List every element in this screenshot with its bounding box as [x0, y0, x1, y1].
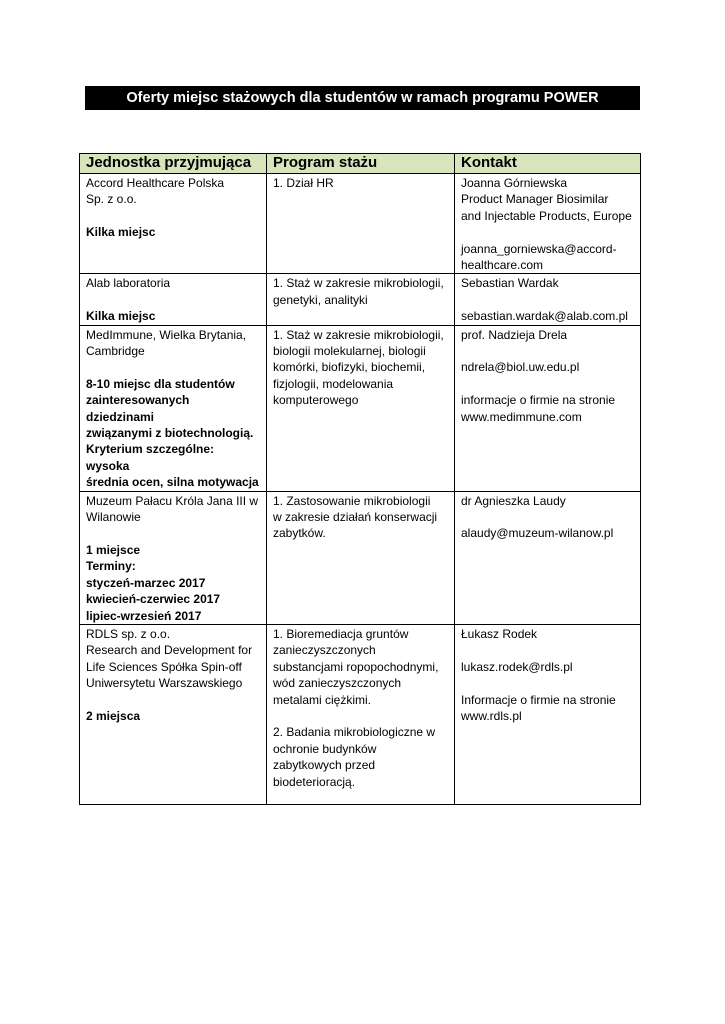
- table-row: [80, 274, 641, 325]
- cell-contact: [455, 624, 641, 804]
- program-line: 2. Badania mikrobiologiczne w: [273, 725, 436, 740]
- contact-line: Product Manager Biosimilar: [461, 192, 609, 207]
- header-internship-program: Program stażu: [267, 154, 455, 174]
- places-info-line: Terminy:: [86, 559, 136, 574]
- page-title: Oferty miejsc stażowych dla studentów w ramach programu POWER: [85, 86, 640, 110]
- program-line: biodeterioracją.: [273, 774, 356, 789]
- contact-line: Joanna Górniewska: [461, 176, 568, 190]
- contact-line: Łukasz Rodek: [461, 626, 538, 641]
- program-line: zanieczyszczonych: [273, 643, 376, 658]
- program-line: w zakresie działań konserwacji: [273, 510, 438, 525]
- table-row: [80, 624, 641, 804]
- program-line: zabytkowych przed: [273, 758, 376, 773]
- unit-name-line: [86, 692, 260, 708]
- program-line: [273, 708, 448, 724]
- header-contact: Kontakt: [455, 154, 641, 174]
- unit-name-line: [86, 525, 260, 541]
- contact-line: Sebastian Wardak: [461, 276, 559, 291]
- contact-line: prof. Nadzieja Drela: [461, 327, 568, 342]
- cell-contact: [455, 274, 641, 325]
- unit-name-line: Sp. z o.o.: [86, 192, 137, 207]
- cell-internship-program: [267, 624, 455, 804]
- contact-line: [461, 675, 634, 691]
- unit-name-line: [86, 292, 260, 308]
- unit-name-line: Wilanowie: [86, 510, 141, 525]
- program-line: metalami ciężkimi.: [273, 692, 372, 707]
- program-line: komórki, biofizyki, biochemii,: [273, 360, 426, 375]
- program-line: biologii molekularnej, biologii: [273, 344, 426, 359]
- places-info-line: zainteresowanych dziedzinami: [86, 393, 193, 424]
- places-info-line: kwiecień-czerwiec 2017: [86, 592, 221, 607]
- unit-name-line: Muzeum Pałacu Króla Jana III w: [86, 493, 259, 508]
- program-line: wód zanieczyszczonych: [273, 676, 402, 691]
- program-line: 1. Staż w zakresie mikrobiologii,: [273, 276, 444, 291]
- contact-line: [461, 292, 634, 308]
- contact-line: [461, 376, 634, 392]
- table-row: [80, 325, 641, 491]
- program-line: substancjami ropopochodnymi,: [273, 659, 439, 674]
- contact-website[interactable]: www.rdls.pl: [461, 708, 522, 723]
- cell-internship-program: [267, 491, 455, 624]
- table-row: [80, 174, 641, 274]
- unit-name-line: Accord Healthcare Polska: [86, 176, 225, 190]
- table-body: [80, 174, 641, 805]
- places-info-line: 1 miejsce: [86, 542, 141, 557]
- program-line: 1. Zastosowanie mikrobiologii: [273, 493, 431, 508]
- unit-name-line: MedImmune, Wielka Brytania,: [86, 327, 247, 342]
- places-info-line: styczeń-marzec 2017: [86, 575, 206, 590]
- unit-name-line: Life Sciences Spółka Spin-off: [86, 659, 242, 674]
- program-line: ochronie budynków: [273, 741, 377, 756]
- cell-contact: [455, 491, 641, 624]
- places-info-line: 8-10 miejsc dla studentów: [86, 376, 235, 391]
- unit-name-line: [86, 208, 260, 224]
- contact-line: dr Agnieszka Laudy: [461, 493, 566, 508]
- contact-line: [461, 509, 634, 525]
- contact-line: [461, 642, 634, 658]
- cell-host-unit: [80, 274, 267, 325]
- cell-contact: [455, 174, 641, 274]
- contact-line: and Injectable Products, Europe: [461, 208, 632, 223]
- places-info-line: Kilka miejsc: [86, 225, 156, 240]
- program-line: komputerowego: [273, 393, 359, 408]
- cell-host-unit: [80, 174, 267, 274]
- cell-host-unit: [80, 325, 267, 491]
- places-info-line: Kilka miejsc: [86, 309, 156, 324]
- unit-name-line: [86, 359, 260, 375]
- contact-website[interactable]: www.medimmune.com: [461, 409, 582, 424]
- program-line: genetyki, analityki: [273, 292, 368, 307]
- contact-line: healthcare.com: [461, 258, 544, 273]
- places-info-line: lipiec-wrzesień 2017: [86, 608, 202, 623]
- cell-contact: [455, 325, 641, 491]
- cell-internship-program: [267, 274, 455, 325]
- program-line: fizjologii, modelowania: [273, 376, 394, 391]
- program-line: 1. Staż w zakresie mikrobiologii,: [273, 327, 444, 342]
- unit-name-line: Uniwersytetu Warszawskiego: [86, 676, 243, 691]
- contact-line: [461, 224, 634, 240]
- table-header-row: [80, 154, 641, 174]
- contact-email[interactable]: alaudy@muzeum-wilanow.pl: [461, 526, 614, 541]
- contact-line: informacje o firmie na stronie: [461, 393, 616, 408]
- contact-email[interactable]: joanna_gorniewska@accord-: [461, 241, 617, 256]
- contact-email[interactable]: sebastian.wardak@alab.com.pl: [461, 309, 628, 324]
- places-info-line: związanymi z biotechnologią.: [86, 426, 254, 441]
- header-host-unit: Jednostka przyjmująca: [80, 154, 267, 174]
- unit-name-line: Research and Development for: [86, 643, 253, 658]
- contact-line: [461, 343, 634, 359]
- cell-host-unit: [80, 491, 267, 624]
- program-line: 1. Bioremediacja gruntów: [273, 626, 409, 641]
- cell-internship-program: [267, 174, 455, 274]
- unit-name-line: Alab laboratoria: [86, 276, 171, 291]
- program-line: zabytków.: [273, 526, 326, 541]
- unit-name-line: Cambridge: [86, 344, 145, 359]
- places-info-line: 2 miejsca: [86, 708, 141, 723]
- contact-email[interactable]: ndrela@biol.uw.edu.pl: [461, 360, 580, 375]
- cell-internship-program: [267, 325, 455, 491]
- contact-line: Informacje o firmie na stronie: [461, 692, 616, 707]
- contact-email[interactable]: lukasz.rodek@rdls.pl: [461, 659, 573, 674]
- places-info-line: Kryterium szczególne: wysoka: [86, 442, 218, 473]
- unit-name-line: RDLS sp. z o.o.: [86, 626, 171, 641]
- cell-host-unit: [80, 624, 267, 804]
- internship-offers-table: [79, 153, 641, 805]
- places-info-line: średnia ocen, silna motywacja: [86, 475, 259, 490]
- program-line: 1. Dział HR: [273, 176, 334, 190]
- table-row: [80, 491, 641, 624]
